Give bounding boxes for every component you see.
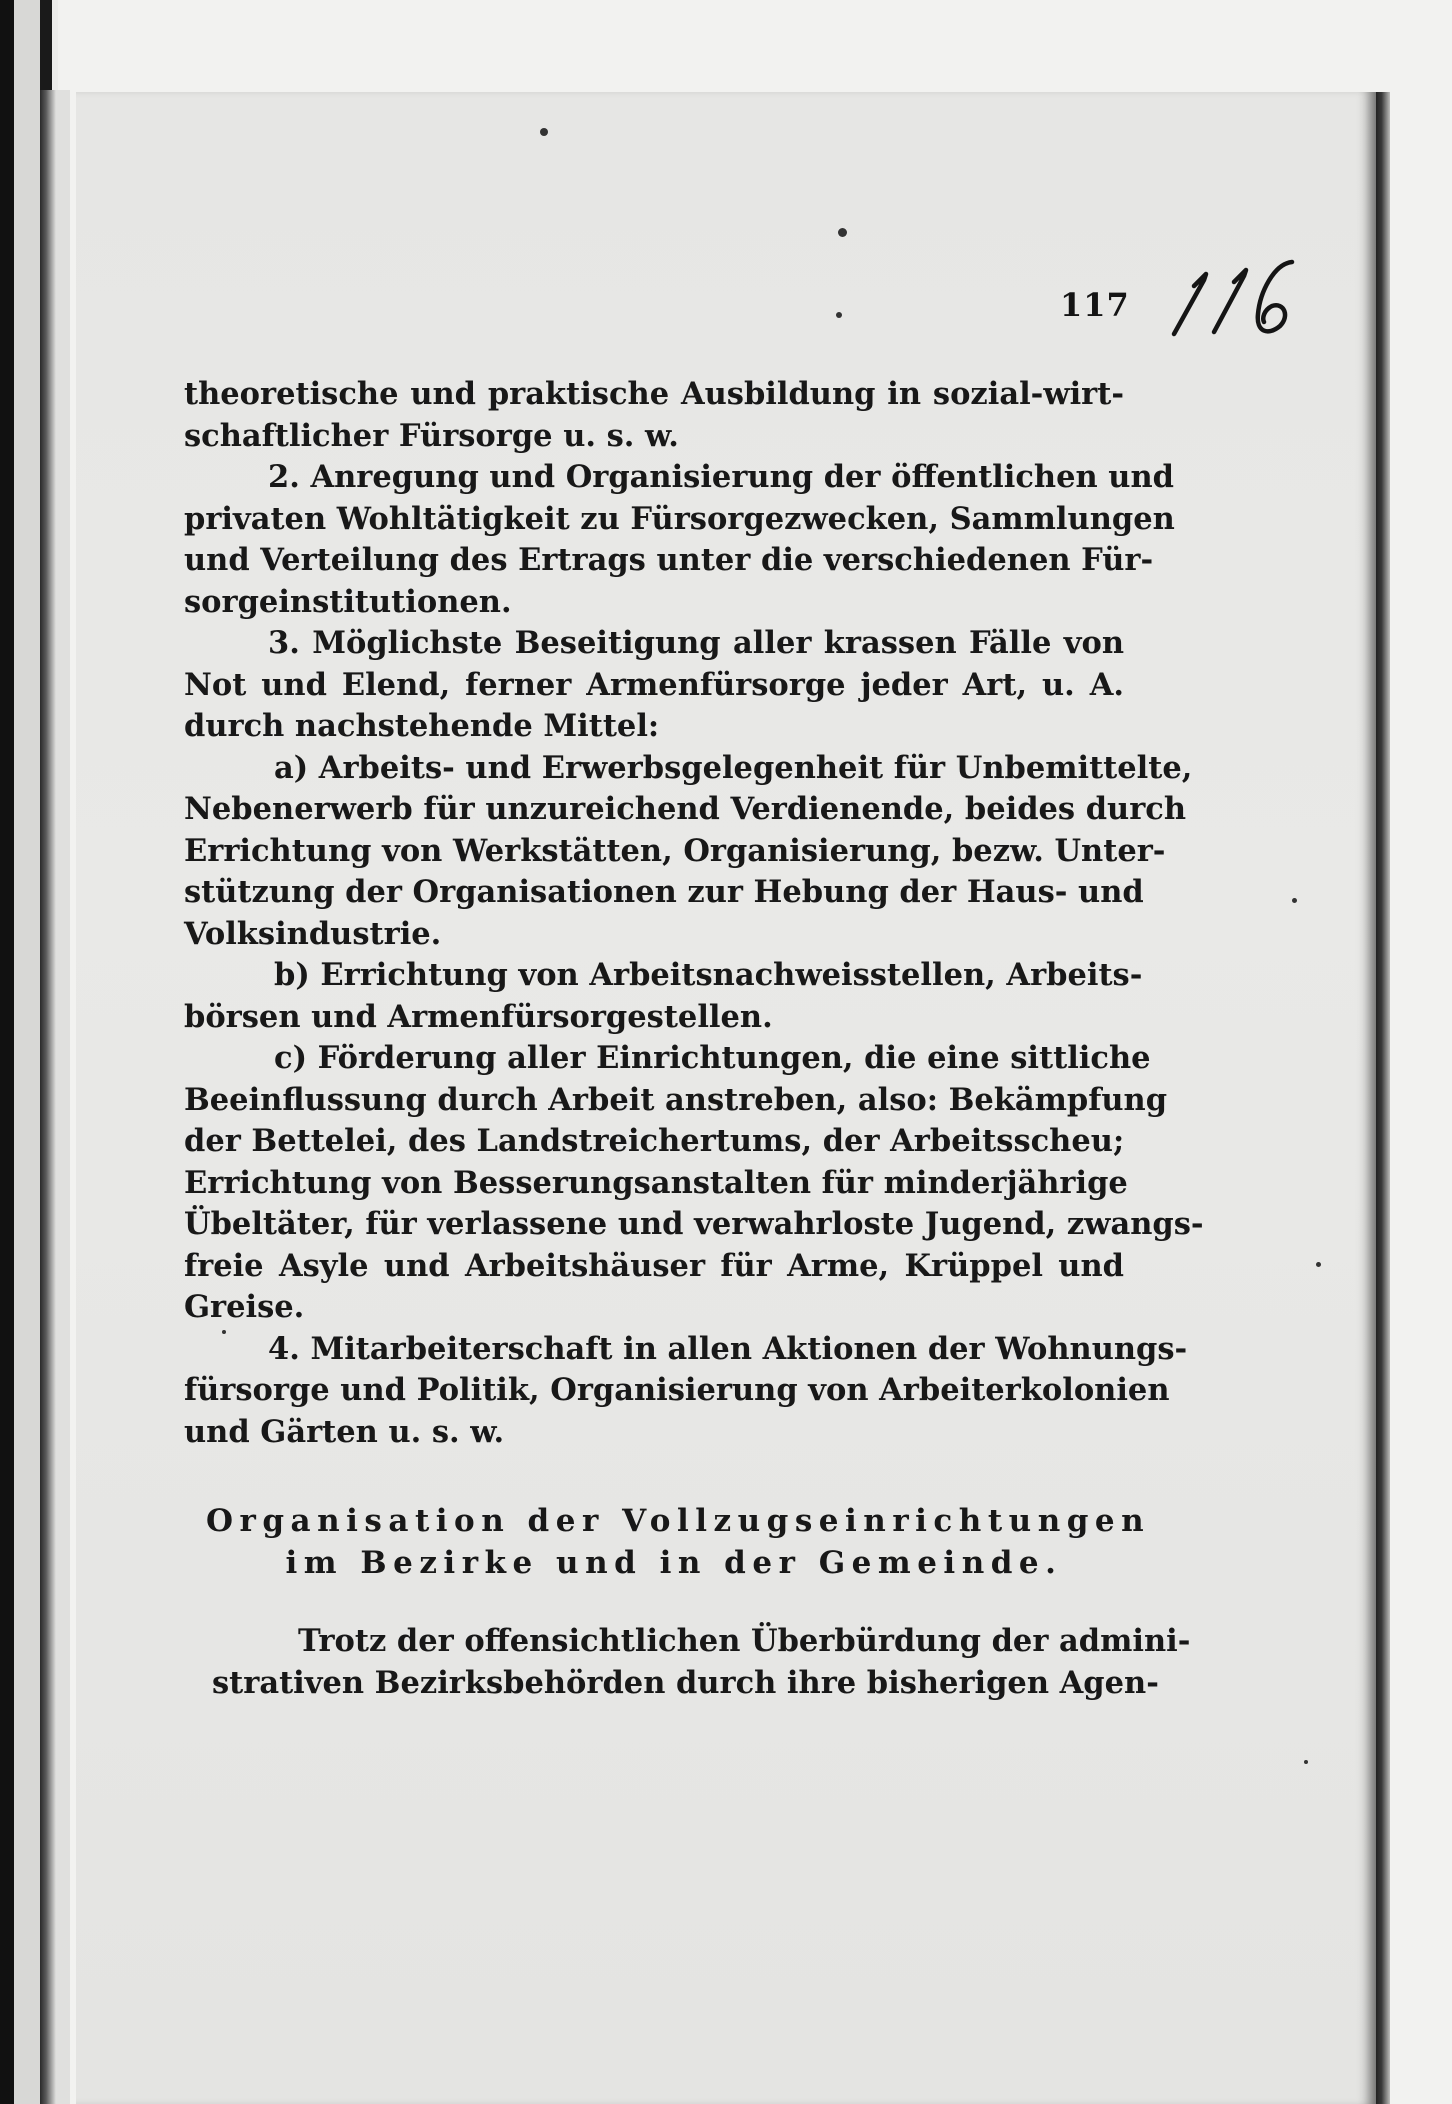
text-line: freie Asyle und Arbeitshäuser für Arme, Krüppel und [184, 1247, 1124, 1284]
text-line: 3. Möglichste Beseitigung aller krassen Fälle von [268, 625, 1124, 661]
text-line: sorgeinstitutionen. [184, 583, 512, 620]
paper-speck [1316, 1262, 1321, 1267]
handwritten-archive-number [1164, 252, 1324, 342]
text-line: 2. Anregung und Organisierung der öffentlichen und [268, 459, 1174, 495]
text-line: schaftlicher Fürsorge u. s. w. [184, 417, 679, 454]
text-line: Errichtung von Werkstätten, Organisierung, bezw. Unter- [184, 832, 1166, 869]
text-line: durch nachstehende Mittel: [184, 708, 660, 744]
paper-speck [222, 1330, 226, 1334]
text-line: Not und Elend, ferner Armenfürsorge jeder Art, u. A. [184, 666, 1124, 703]
text-line: a) Arbeits- und Erwerbsgelegenheit für Unbemittelte, [274, 749, 1193, 786]
text-line: privaten Wohltätigkeit zu Fürsorgezwecken, Sammlungen [184, 500, 1175, 537]
text-line: Trotz der offensichtlichen Überbürdung der admini- [298, 1623, 1191, 1659]
text-line: Greise. [184, 1289, 305, 1325]
text-line: und Gärten u. s. w. [184, 1413, 505, 1450]
text-line: fürsorge und Politik, Organisierung von Arbeiterkolonien [184, 1372, 1170, 1408]
text-line: 4. Mitarbeiterschaft in allen Aktionen der Wohnungs- [268, 1330, 1188, 1367]
paper-speck [836, 312, 842, 318]
text-line: theoretische und praktische Ausbildung in sozial-wirt- [184, 376, 1124, 412]
closing-paragraph [212, 1620, 1191, 1704]
text-line: Errichtung von Besserungsanstalten für minderjährige [184, 1164, 1128, 1201]
text-line: Beeinflussung durch Arbeit anstreben, also: Bekämpfung [184, 1081, 1168, 1118]
paper-speck [838, 228, 847, 237]
text-line: Nebenerwerb für unzureichend Verdienende, beides durch [184, 791, 1187, 827]
text-line: Volksindustrie. [184, 915, 442, 952]
section-heading-line-1: Organisation der Vollzugseinrichtungen [206, 1503, 1151, 1539]
text-line: stützung der Organisationen zur Hebung der Haus- und [184, 874, 1144, 910]
paper-speck [1292, 898, 1297, 903]
page-fold-shadow [40, 90, 70, 2104]
text-line: börsen und Armenfürsorgestellen. [184, 998, 773, 1035]
text-line: der Bettelei, des Landstreichertums, der Arbeitsscheu; [184, 1123, 1125, 1159]
text-line: strativen Bezirksbehörden durch ihre bisherigen Agen- [212, 1665, 1159, 1701]
text-line: b) Errichtung von Arbeitsnachweisstellen, Arbeits- [274, 957, 1143, 993]
text-line: c) Förderung aller Einrichtungen, die eine sittliche [274, 1040, 1151, 1076]
paper-speck [540, 128, 548, 136]
page-right-edge-shadow [1376, 92, 1390, 2104]
section-heading [206, 1500, 1151, 1584]
text-line: Übeltäter, für verlassene und verwahrloste Jugend, zwangs- [184, 1206, 1204, 1242]
page-number: 117 [1060, 286, 1130, 324]
section-heading-line-2: im Bezirke und in der Gemeinde. [285, 1545, 1063, 1581]
paper-speck [1304, 1760, 1308, 1764]
body-text [184, 374, 1204, 1453]
text-line: und Verteilung des Ertrags unter die verschiedenen Für- [184, 542, 1154, 578]
